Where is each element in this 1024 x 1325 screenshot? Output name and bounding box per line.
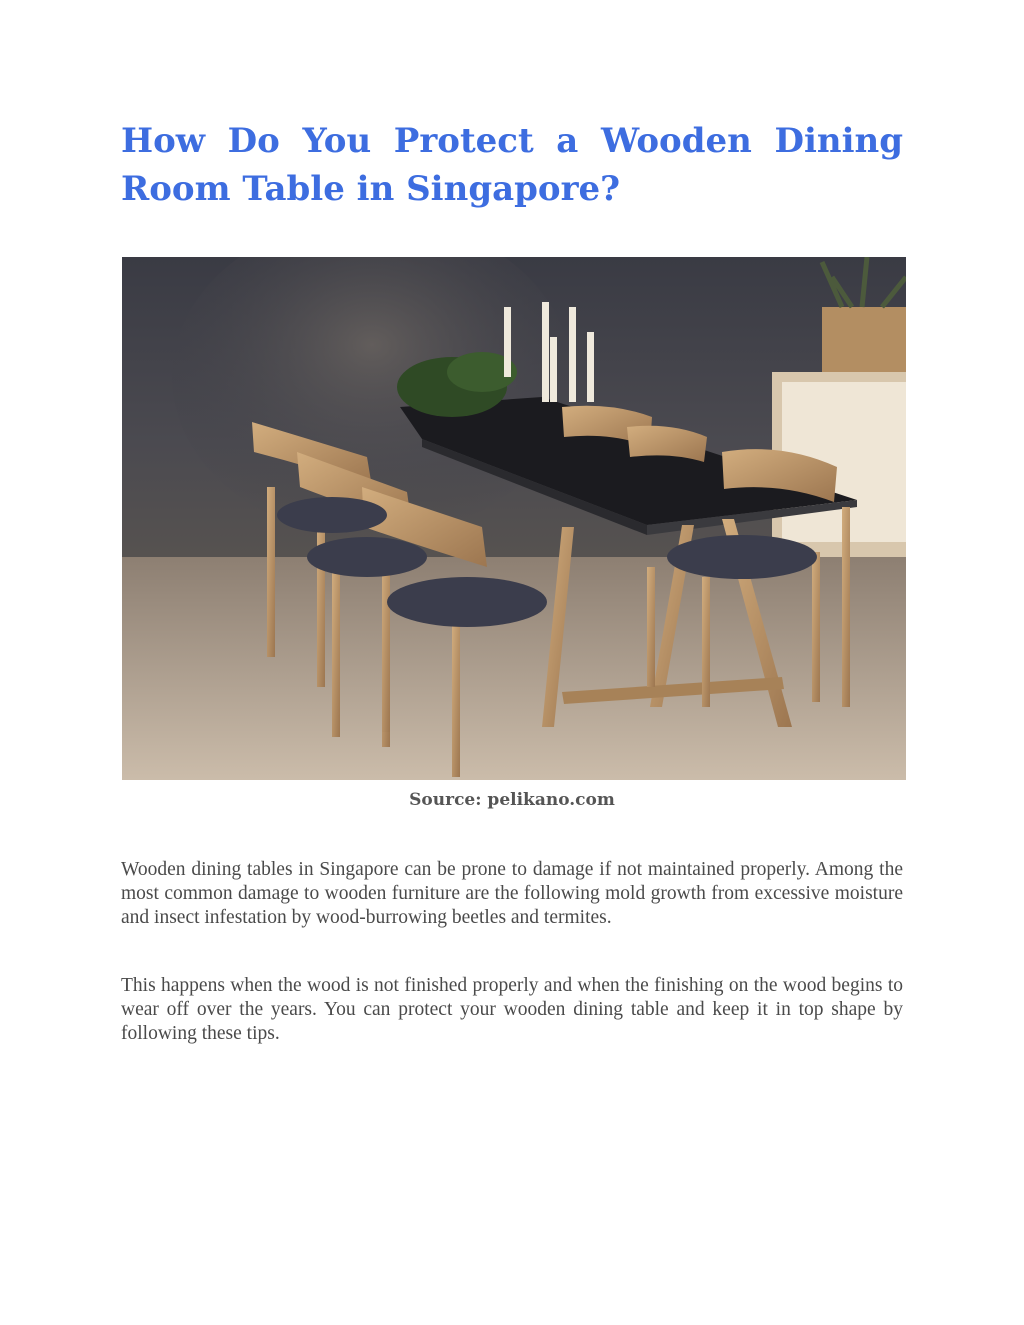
- image-caption: Source: pelikano.com: [409, 790, 615, 810]
- dining-room-photo: [122, 257, 906, 780]
- intro-paragraph: Wooden dining tables in Singapore can be prone to damage if not maintained properly. Among the most common damage to wooden furniture are the following mold growth from excessive moisture and insect infestation by wood-burrowing beetles and termites.: [121, 859, 903, 928]
- body-paragraph: This happens when the wood is not finished properly and when the finishing on the wood begins to wear off over the years. You can protect your wooden dining table and keep it in top shape by following these tips.: [121, 975, 903, 1044]
- article-title: How Do You Protect a Wooden Dining Room Table in Singapore?: [121, 121, 903, 209]
